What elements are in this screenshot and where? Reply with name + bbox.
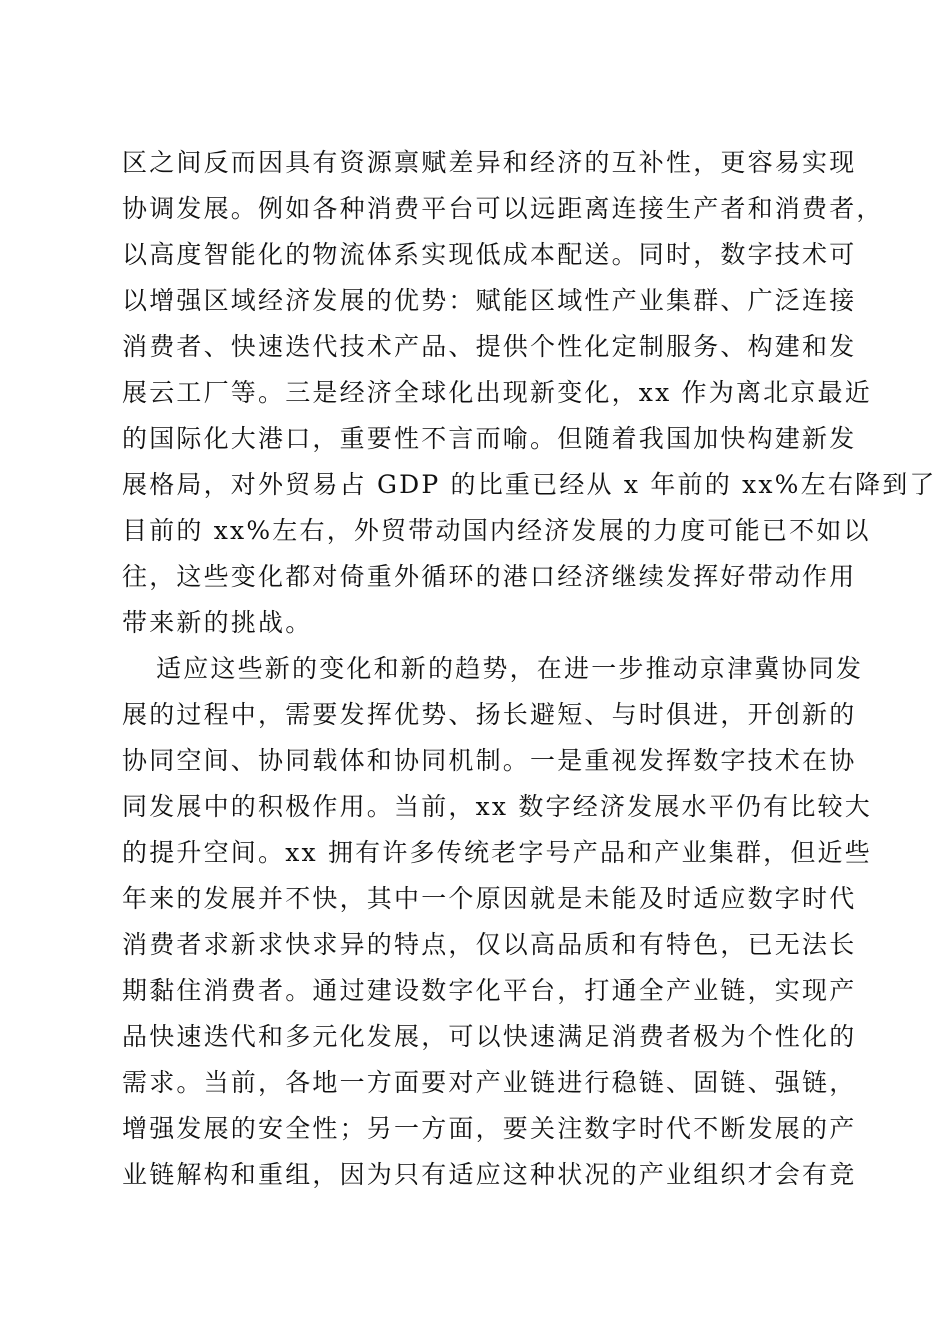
text-line: 展的过程中，需要发挥优势、扬长避短、与时俱进，开创新的 [122,700,857,729]
text-line: 同发展中的积极作用。当前，xx 数字经济发展水平仍有比较大 [122,792,872,821]
text-line: 展格局，对外贸易占 GDP 的比重已经从 x 年前的 xx%左右降到了 [122,470,937,499]
text-line: 期黏住消费者。通过建设数字化平台，打通全产业链，实现产 [122,976,857,1005]
text-line: 往，这些变化都对倚重外循环的港口经济继续发挥好带动作用 [122,562,857,591]
text-line: 品快速迭代和多元化发展，可以快速满足消费者极为个性化的 [122,1022,857,1051]
text-line: 区之间反而因具有资源禀赋差异和经济的互补性，更容易实现 [122,148,857,177]
text-line: 业链解构和重组，因为只有适应这种状况的产业组织才会有竞 [122,1160,857,1189]
text-line: 以高度智能化的物流体系实现低成本配送。同时，数字技术可 [122,240,857,269]
text-line: 的提升空间。xx 拥有许多传统老字号产品和产业集群，但近些 [122,838,872,867]
text-line: 消费者、快速迭代技术产品、提供个性化定制服务、构建和发 [122,332,857,361]
paragraph-first-line: 适应这些新的变化和新的趋势，在进一步推动京津冀协同发 [156,654,864,683]
text-line: 增强发展的安全性；另一方面，要关注数字时代不断发展的产 [122,1114,857,1143]
text-line: 以增强区域经济发展的优势：赋能区域性产业集群、广泛连接 [122,286,857,315]
text-line: 带来新的挑战。 [122,608,313,637]
text-line: 协调发展。例如各种消费平台可以远距离连接生产者和消费者， [122,194,884,223]
text-line: 协同空间、协同载体和协同机制。一是重视发挥数字技术在协 [122,746,857,775]
text-line: 需求。当前，各地一方面要对产业链进行稳链、固链、强链， [122,1068,857,1097]
text-line: 目前的 xx%左右，外贸带动国内经济发展的力度可能已不如以 [122,516,871,545]
body-text [122,140,937,1198]
text-line: 的国际化大港口，重要性不言而喻。但随着我国加快构建新发 [122,424,857,453]
text-line: 展云工厂等。三是经济全球化出现新变化，xx 作为离北京最近 [122,378,872,407]
text-line: 年来的发展并不快，其中一个原因就是未能及时适应数字时代 [122,884,857,913]
text-line: 消费者求新求快求异的特点，仅以高品质和有特色，已无法长 [122,930,857,959]
